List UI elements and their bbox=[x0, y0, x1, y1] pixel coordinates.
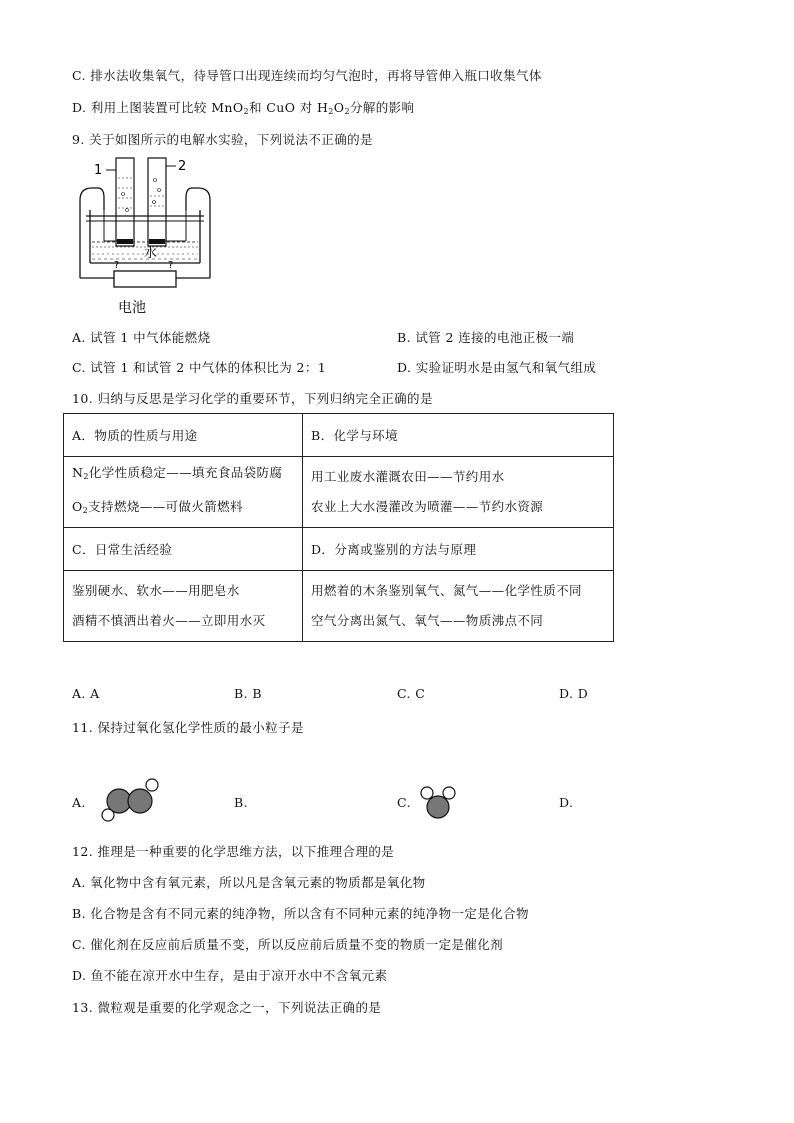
q9-option-a[interactable]: A. 试管 1 中气体能燃烧 bbox=[72, 330, 211, 345]
q10-option-d[interactable]: D. D bbox=[559, 686, 589, 701]
h2o2-molecule-model bbox=[100, 776, 164, 824]
table-body-a: $N_2$化学性质稳定——填充食品袋防腐 $O_2$支持燃烧——可做火箭燃料 bbox=[64, 457, 303, 528]
q11-option-c[interactable]: C. bbox=[397, 795, 411, 810]
q13-stem: 13. 微粒观是重要的化学观念之一，下列说法正确的是 bbox=[72, 1000, 382, 1015]
table-head-d: D．分离或鉴别的方法与原理 bbox=[303, 528, 614, 571]
table-head-a: A．物质的性质与用途 bbox=[64, 414, 303, 457]
q12-option-a[interactable]: A. 氧化物中含有氧元素，所以凡是含氧元素的物质都是氧化物 bbox=[72, 875, 426, 890]
q11-stem: 11. 保持过氧化氢化学性质的最小粒子是 bbox=[72, 720, 304, 735]
table-body-b: 用工业废水灌溉农田——节约用水 农业上大水漫灌改为喷灌——节约水资源 bbox=[303, 457, 614, 528]
table-body-d: 用燃着的木条鉴别氧气、氮气——化学性质不同 空气分离出氮气、氧气——物质沸点不同 bbox=[303, 571, 614, 642]
q11-option-d[interactable]: D. bbox=[559, 795, 574, 810]
table-head-b: B．化学与环境 bbox=[303, 414, 614, 457]
q10-option-b[interactable]: B. B bbox=[234, 686, 262, 701]
tube-2-label: 2 bbox=[178, 159, 187, 174]
q8-option-c: C. 排水法收集氧气，待导管口出现连续而均匀气泡时，再将导管伸入瓶口收集气体 bbox=[72, 68, 542, 83]
q9-option-d[interactable]: D. 实验证明水是由氢气和氧气组成 bbox=[397, 360, 597, 375]
q9-option-b[interactable]: B. 试管 2 连接的电池正极一端 bbox=[397, 330, 575, 345]
q10-summary-table bbox=[63, 413, 614, 642]
q12-option-d[interactable]: D. 鱼不能在凉开水中生存，是由于凉开水中不含氧元素 bbox=[72, 968, 388, 983]
water-label: 水 bbox=[144, 246, 158, 261]
q12-stem: 12. 推理是一种重要的化学思维方法，以下推理合理的是 bbox=[72, 844, 395, 859]
table-head-c: C．日常生活经验 bbox=[64, 528, 303, 571]
q10-option-a[interactable]: A. A bbox=[72, 686, 100, 701]
tube-1-label: 1 bbox=[94, 163, 103, 178]
q11-option-b[interactable]: B. bbox=[234, 795, 248, 810]
battery-label: 电池 bbox=[118, 300, 146, 316]
q10-option-c[interactable]: C. C bbox=[397, 686, 426, 701]
q10-stem: 10. 归纳与反思是学习化学的重要环节，下列归纳完全正确的是 bbox=[72, 391, 433, 406]
q9-option-c[interactable]: C. 试管 1 和试管 2 中气体的体积比为 2：1 bbox=[72, 360, 327, 375]
h2o-molecule-model bbox=[418, 783, 458, 823]
terminal-mark-left: ? bbox=[114, 260, 120, 271]
electrolysis-apparatus-figure bbox=[70, 150, 220, 322]
terminal-mark-right: ? bbox=[168, 260, 174, 271]
q11-option-a[interactable]: A. bbox=[72, 795, 86, 810]
table-body-c: 鉴别硬水、软水——用肥皂水 酒精不慎洒出着火——立即用水灭 bbox=[64, 571, 303, 642]
q9-stem: 9. 关于如图所示的电解水实验，下列说法不正确的是 bbox=[72, 132, 373, 147]
q8-option-d: D. 利用上图装置可比较 MnO$_2$和 CuO 对 $H_2O_2$分解的影响 bbox=[72, 100, 415, 116]
q12-option-c[interactable]: C. 催化剂在反应前后质量不变，所以反应前后质量不变的物质一定是催化剂 bbox=[72, 937, 504, 952]
q12-option-b[interactable]: B. 化合物是含有不同元素的纯净物，所以含有不同种元素的纯净物一定是化合物 bbox=[72, 906, 529, 921]
